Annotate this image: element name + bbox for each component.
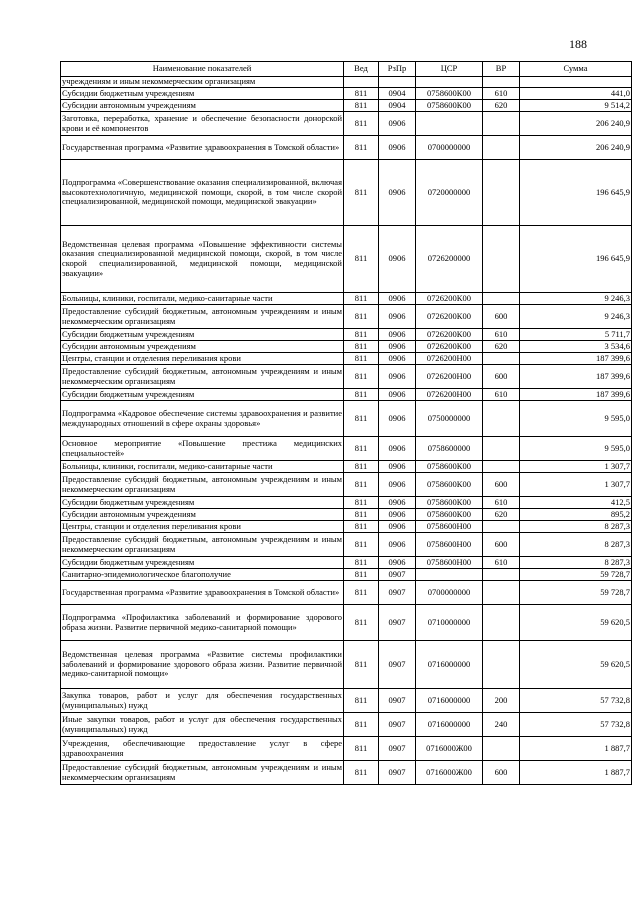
table-row xyxy=(61,689,632,713)
cell-csr: 0716000000 xyxy=(416,641,483,689)
cell-rzpr: 0906 xyxy=(379,293,416,305)
budget-table xyxy=(60,61,632,785)
cell-csr xyxy=(416,77,483,88)
table-row xyxy=(61,136,632,160)
cell-csr: 0758600Н00 xyxy=(416,521,483,533)
cell-sum: 187 399,6 xyxy=(520,365,632,389)
table-row xyxy=(61,329,632,341)
cell-ved: 811 xyxy=(344,136,379,160)
cell-csr: 0716000Ж00 xyxy=(416,737,483,761)
cell-rzpr: 0906 xyxy=(379,136,416,160)
table-row xyxy=(61,160,632,226)
cell-name: Субсидии автономным учреждениям xyxy=(61,341,344,353)
cell-vr xyxy=(483,160,520,226)
cell-ved: 811 xyxy=(344,293,379,305)
table-row xyxy=(61,473,632,497)
cell-ved: 811 xyxy=(344,737,379,761)
cell-vr xyxy=(483,737,520,761)
cell-vr: 240 xyxy=(483,713,520,737)
cell-ved: 811 xyxy=(344,329,379,341)
cell-vr xyxy=(483,605,520,641)
cell-sum: 196 645,9 xyxy=(520,226,632,293)
header-rzpr: РзПр xyxy=(379,62,416,77)
cell-name: Предоставление субсидий бюджетным, автономным учреждениям и иным некоммерческим организациям xyxy=(61,533,344,557)
cell-ved xyxy=(344,77,379,88)
table-row xyxy=(61,77,632,88)
cell-rzpr: 0906 xyxy=(379,437,416,461)
table-row xyxy=(61,533,632,557)
cell-sum: 57 732,8 xyxy=(520,713,632,737)
cell-rzpr: 0906 xyxy=(379,461,416,473)
cell-sum: 3 534,6 xyxy=(520,341,632,353)
cell-vr: 620 xyxy=(483,509,520,521)
cell-name: Субсидии бюджетным учреждениям xyxy=(61,389,344,401)
cell-rzpr: 0906 xyxy=(379,341,416,353)
cell-rzpr: 0907 xyxy=(379,641,416,689)
cell-vr xyxy=(483,521,520,533)
cell-csr: 0726200Н00 xyxy=(416,389,483,401)
cell-ved: 811 xyxy=(344,581,379,605)
cell-sum: 1 887,7 xyxy=(520,737,632,761)
table-row xyxy=(61,581,632,605)
cell-ved: 811 xyxy=(344,521,379,533)
cell-name: Предоставление субсидий бюджетным, автономным учреждениям и иным некоммерческим организациям xyxy=(61,473,344,497)
cell-name: Больницы, клиники, госпитали, медико-санитарные части xyxy=(61,461,344,473)
cell-rzpr: 0906 xyxy=(379,226,416,293)
table-row xyxy=(61,353,632,365)
cell-rzpr: 0907 xyxy=(379,761,416,785)
cell-name: Основное мероприятие «Повышение престижа медицинских специальностей» xyxy=(61,437,344,461)
table-row xyxy=(61,605,632,641)
cell-name: Заготовка, переработка, хранение и обеспечение безопасности донорской крови и её компонентов xyxy=(61,112,344,136)
cell-sum: 9 246,3 xyxy=(520,293,632,305)
cell-name: Предоставление субсидий бюджетным, автономным учреждениям и иным некоммерческим организациям xyxy=(61,761,344,785)
cell-vr xyxy=(483,136,520,160)
cell-name: Предоставление субсидий бюджетным, автономным учреждениям и иным некоммерческим организациям xyxy=(61,305,344,329)
cell-csr: 0758600К00 xyxy=(416,509,483,521)
cell-vr xyxy=(483,641,520,689)
cell-ved: 811 xyxy=(344,509,379,521)
cell-csr: 0726200К00 xyxy=(416,305,483,329)
cell-ved: 811 xyxy=(344,761,379,785)
cell-csr: 0758600К00 xyxy=(416,461,483,473)
cell-name: Субсидии автономным учреждениям xyxy=(61,509,344,521)
cell-sum: 5 711,7 xyxy=(520,329,632,341)
cell-vr: 600 xyxy=(483,305,520,329)
cell-ved: 811 xyxy=(344,713,379,737)
cell-vr: 600 xyxy=(483,761,520,785)
cell-vr xyxy=(483,461,520,473)
cell-vr xyxy=(483,401,520,437)
cell-name: Учреждения, обеспечивающие предоставление услуг в сфере здравоохранения xyxy=(61,737,344,761)
table-row xyxy=(61,100,632,112)
cell-sum: 187 399,6 xyxy=(520,389,632,401)
cell-vr: 610 xyxy=(483,557,520,569)
cell-name: Государственная программа «Развитие здравоохранения в Томской области» xyxy=(61,136,344,160)
cell-csr: 0726200Н00 xyxy=(416,365,483,389)
cell-sum: 8 287,3 xyxy=(520,521,632,533)
cell-ved: 811 xyxy=(344,305,379,329)
cell-rzpr: 0906 xyxy=(379,305,416,329)
cell-rzpr xyxy=(379,77,416,88)
cell-rzpr: 0904 xyxy=(379,88,416,100)
cell-sum: 1 307,7 xyxy=(520,461,632,473)
table-row xyxy=(61,112,632,136)
cell-sum: 412,5 xyxy=(520,497,632,509)
cell-vr xyxy=(483,353,520,365)
cell-name: учреждениям и иным некоммерческим организациям xyxy=(61,77,344,88)
cell-vr xyxy=(483,569,520,581)
cell-csr: 0758600К00 xyxy=(416,88,483,100)
cell-csr: 0726200Н00 xyxy=(416,353,483,365)
cell-sum: 59 620,5 xyxy=(520,641,632,689)
cell-vr xyxy=(483,226,520,293)
cell-ved: 811 xyxy=(344,689,379,713)
cell-csr: 0758600Н00 xyxy=(416,533,483,557)
cell-name: Больницы, клиники, госпитали, медико-санитарные части xyxy=(61,293,344,305)
table-header-row xyxy=(61,62,632,77)
cell-sum: 57 732,8 xyxy=(520,689,632,713)
cell-csr: 0716000000 xyxy=(416,689,483,713)
cell-csr: 0726200000 xyxy=(416,226,483,293)
cell-ved: 811 xyxy=(344,461,379,473)
cell-rzpr: 0906 xyxy=(379,329,416,341)
cell-rzpr: 0907 xyxy=(379,569,416,581)
cell-name: Центры, станции и отделения переливания крови xyxy=(61,353,344,365)
table-row xyxy=(61,713,632,737)
table-row xyxy=(61,401,632,437)
cell-ved: 811 xyxy=(344,88,379,100)
cell-csr: 0726200К00 xyxy=(416,293,483,305)
cell-vr: 620 xyxy=(483,100,520,112)
cell-name: Подпрограмма «Кадровое обеспечение системы здравоохранения и развитие международных отношений в сфере охраны здоровья» xyxy=(61,401,344,437)
cell-rzpr: 0904 xyxy=(379,100,416,112)
cell-sum: 8 287,3 xyxy=(520,533,632,557)
cell-ved: 811 xyxy=(344,605,379,641)
cell-ved: 811 xyxy=(344,112,379,136)
cell-vr: 610 xyxy=(483,329,520,341)
cell-vr: 610 xyxy=(483,497,520,509)
cell-rzpr: 0907 xyxy=(379,581,416,605)
cell-csr: 0716000Ж00 xyxy=(416,761,483,785)
cell-rzpr: 0906 xyxy=(379,497,416,509)
cell-csr xyxy=(416,569,483,581)
cell-csr: 0726200К00 xyxy=(416,341,483,353)
table-row xyxy=(61,521,632,533)
header-vr: ВР xyxy=(483,62,520,77)
cell-sum: 59 620,5 xyxy=(520,605,632,641)
cell-sum: 206 240,9 xyxy=(520,112,632,136)
cell-ved: 811 xyxy=(344,226,379,293)
cell-rzpr: 0906 xyxy=(379,353,416,365)
table-row xyxy=(61,389,632,401)
table-row xyxy=(61,509,632,521)
cell-name: Субсидии бюджетным учреждениям xyxy=(61,557,344,569)
table-row xyxy=(61,365,632,389)
cell-name: Подпрограмма «Профилактика заболеваний и формирование здорового образа жизни. Развитие первичной медико-санитарной помощи» xyxy=(61,605,344,641)
cell-vr xyxy=(483,77,520,88)
cell-ved: 811 xyxy=(344,437,379,461)
cell-vr: 200 xyxy=(483,689,520,713)
cell-csr: 0758600000 xyxy=(416,437,483,461)
cell-rzpr: 0907 xyxy=(379,689,416,713)
cell-rzpr: 0906 xyxy=(379,112,416,136)
cell-name: Субсидии бюджетным учреждениям xyxy=(61,88,344,100)
cell-csr: 0758600К00 xyxy=(416,473,483,497)
cell-name: Закупка товаров, работ и услуг для обеспечения государственных (муниципальных) нужд xyxy=(61,689,344,713)
table-row xyxy=(61,88,632,100)
cell-rzpr: 0906 xyxy=(379,533,416,557)
cell-sum: 196 645,9 xyxy=(520,160,632,226)
cell-name: Государственная программа «Развитие здравоохранения в Томской области» xyxy=(61,581,344,605)
cell-ved: 811 xyxy=(344,641,379,689)
table-row xyxy=(61,293,632,305)
cell-ved: 811 xyxy=(344,497,379,509)
cell-ved: 811 xyxy=(344,353,379,365)
cell-csr: 0750000000 xyxy=(416,401,483,437)
cell-sum: 895,2 xyxy=(520,509,632,521)
cell-rzpr: 0906 xyxy=(379,389,416,401)
cell-vr: 610 xyxy=(483,88,520,100)
cell-csr: 0700000000 xyxy=(416,581,483,605)
table-row xyxy=(61,557,632,569)
cell-csr: 0720000000 xyxy=(416,160,483,226)
cell-rzpr: 0907 xyxy=(379,737,416,761)
cell-vr: 610 xyxy=(483,389,520,401)
cell-sum: 441,0 xyxy=(520,88,632,100)
cell-sum: 9 514,2 xyxy=(520,100,632,112)
cell-csr: 0716000000 xyxy=(416,713,483,737)
cell-vr: 600 xyxy=(483,473,520,497)
cell-sum: 9 595,0 xyxy=(520,401,632,437)
cell-name: Подпрограмма «Совершенствование оказания специализированной, включая высокотехнологичную, медицинской помощи, скорой, в том числе скорой специализированной, медицинской помощи, медицинской эвакуации» xyxy=(61,160,344,226)
cell-name: Центры, станции и отделения переливания крови xyxy=(61,521,344,533)
cell-csr: 0726200К00 xyxy=(416,329,483,341)
cell-rzpr: 0907 xyxy=(379,713,416,737)
table-row xyxy=(61,305,632,329)
cell-sum xyxy=(520,77,632,88)
cell-ved: 811 xyxy=(344,389,379,401)
cell-sum: 59 728,7 xyxy=(520,569,632,581)
cell-ved: 811 xyxy=(344,401,379,437)
cell-ved: 811 xyxy=(344,100,379,112)
cell-ved: 811 xyxy=(344,160,379,226)
cell-rzpr: 0906 xyxy=(379,473,416,497)
cell-sum: 59 728,7 xyxy=(520,581,632,605)
table-body xyxy=(61,77,632,785)
cell-csr: 0700000000 xyxy=(416,136,483,160)
cell-name: Санитарно-эпидемиологическое благополучие xyxy=(61,569,344,581)
cell-rzpr: 0906 xyxy=(379,509,416,521)
cell-vr: 600 xyxy=(483,533,520,557)
table-row xyxy=(61,226,632,293)
table-row xyxy=(61,641,632,689)
table-row xyxy=(61,341,632,353)
cell-ved: 811 xyxy=(344,365,379,389)
cell-csr: 0758600К00 xyxy=(416,497,483,509)
cell-rzpr: 0906 xyxy=(379,521,416,533)
cell-csr: 0758600К00 xyxy=(416,100,483,112)
cell-ved: 811 xyxy=(344,473,379,497)
cell-sum: 1 887,7 xyxy=(520,761,632,785)
cell-vr xyxy=(483,293,520,305)
cell-rzpr: 0906 xyxy=(379,401,416,437)
cell-rzpr: 0906 xyxy=(379,160,416,226)
table-row xyxy=(61,497,632,509)
cell-name: Ведомственная целевая программа «Повышение эффективности системы оказания специализированной медицинской помощи, скорой, в том числе скорой специализированной, медицинской помощи, медицинской эвакуации» xyxy=(61,226,344,293)
cell-ved: 811 xyxy=(344,557,379,569)
cell-sum: 1 307,7 xyxy=(520,473,632,497)
cell-ved: 811 xyxy=(344,341,379,353)
cell-name: Субсидии бюджетным учреждениям xyxy=(61,329,344,341)
cell-vr xyxy=(483,112,520,136)
cell-sum: 8 287,3 xyxy=(520,557,632,569)
page-number: 188 xyxy=(569,37,587,51)
cell-vr xyxy=(483,581,520,605)
cell-sum: 9 595,0 xyxy=(520,437,632,461)
cell-vr xyxy=(483,437,520,461)
cell-csr: 0710000000 xyxy=(416,605,483,641)
cell-vr: 620 xyxy=(483,341,520,353)
cell-sum: 187 399,6 xyxy=(520,353,632,365)
header-name: Наименование показателей xyxy=(61,62,344,77)
table-row xyxy=(61,737,632,761)
cell-rzpr: 0906 xyxy=(379,365,416,389)
table-row xyxy=(61,437,632,461)
cell-name: Субсидии бюджетным учреждениям xyxy=(61,497,344,509)
cell-name: Ведомственная целевая программа «Развитие системы профилактики заболеваний и формирование здорового образа жизни. Развитие первичной медико-санитарной помощи» xyxy=(61,641,344,689)
cell-rzpr: 0906 xyxy=(379,557,416,569)
cell-csr xyxy=(416,112,483,136)
cell-name: Предоставление субсидий бюджетным, автономным учреждениям и иным некоммерческим организациям xyxy=(61,365,344,389)
table-row xyxy=(61,461,632,473)
cell-vr: 600 xyxy=(483,365,520,389)
cell-sum: 9 246,3 xyxy=(520,305,632,329)
table-row xyxy=(61,761,632,785)
cell-name: Иные закупки товаров, работ и услуг для обеспечения государственных (муниципальных) нужд xyxy=(61,713,344,737)
cell-ved: 811 xyxy=(344,569,379,581)
cell-ved: 811 xyxy=(344,533,379,557)
cell-rzpr: 0907 xyxy=(379,605,416,641)
header-ved: Вед xyxy=(344,62,379,77)
header-sum: Сумма xyxy=(520,62,632,77)
cell-sum: 206 240,9 xyxy=(520,136,632,160)
header-csr: ЦСР xyxy=(416,62,483,77)
table-row xyxy=(61,569,632,581)
cell-csr: 0758600Н00 xyxy=(416,557,483,569)
cell-name: Субсидии автономным учреждениям xyxy=(61,100,344,112)
